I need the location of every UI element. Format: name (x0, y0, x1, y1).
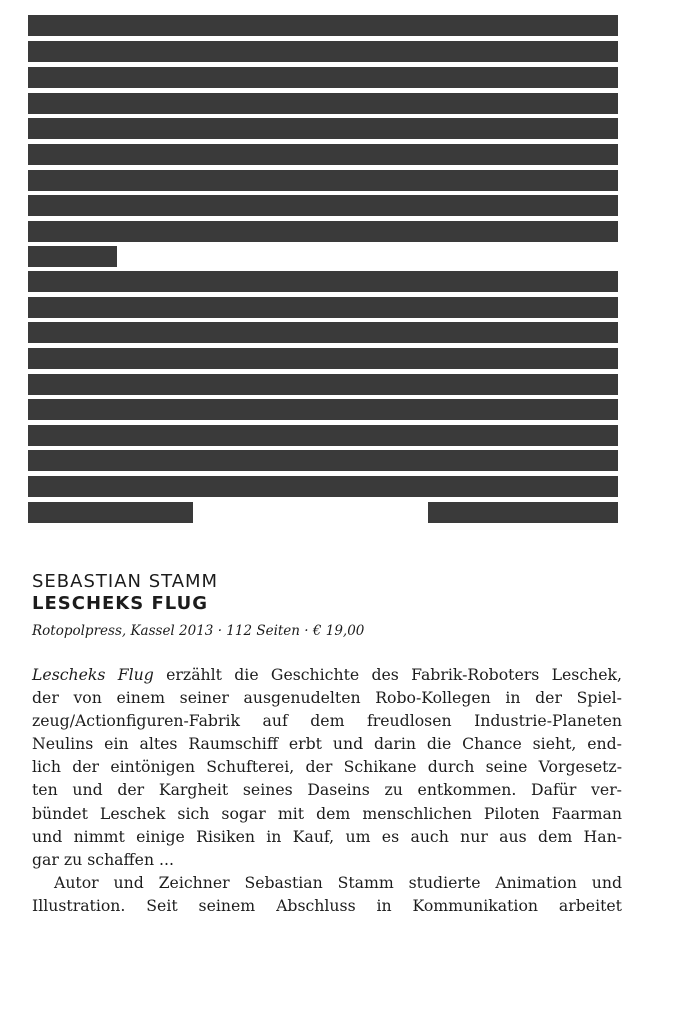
redaction-bar (28, 297, 618, 318)
text-line: Illustration. Seit seinem Abschluss in Kommunikation arbeitet (32, 895, 622, 915)
redaction-bar (28, 476, 618, 497)
text-fragment: erzählt die Geschichte des Fabrik-Roboters Leschek, (153, 665, 622, 684)
redaction-bar (28, 144, 618, 165)
text-line: und nimmt einige Risiken in Kauf, um es auch nur aus dem Han- (32, 826, 622, 846)
review-body (32, 663, 622, 917)
redaction-bar (28, 246, 117, 267)
publication-info: Rotopolpress, Kassel 2013 · 112 Seiten · € 19,00 (32, 623, 365, 639)
text-line: der von einem seiner ausgenudelten Robo-Kollegen in der Spiel- (32, 688, 622, 708)
redaction-bar (28, 195, 618, 216)
redaction-bar (28, 425, 618, 446)
redaction-bar (28, 348, 618, 369)
redaction-bar (28, 93, 618, 114)
text-line: bündet Leschek sich sogar mit dem menschlichen Piloten Faarman (32, 803, 622, 823)
book-title: LESCHEKS FLUG (32, 593, 208, 614)
author-name: SEBASTIAN STAMM (32, 571, 219, 592)
review-paragraph (32, 663, 622, 871)
text-line: zeug/Actionfiguren-Fabrik auf dem freudlosen Industrie-Planeten (32, 711, 622, 731)
text-line: Neulins ein altes Raumschiff erbt und darin die Chance sieht, end- (32, 734, 622, 754)
redaction-bar (28, 15, 618, 36)
redaction-bar (428, 502, 618, 523)
redaction-bar (28, 118, 618, 139)
redaction-bar (28, 221, 618, 242)
book-title-inline: Lescheks Flug (32, 665, 154, 684)
text-line: ten und der Kargheit seines Daseins zu entkommen. Dafür ver- (32, 780, 622, 800)
text-line: Autor und Zeichner Sebastian Stamm studierte Animation und (54, 872, 622, 892)
review-paragraph (32, 871, 622, 917)
redaction-bar (28, 322, 618, 343)
redaction-bar (28, 41, 618, 62)
redaction-bar (28, 399, 618, 420)
redaction-bar (28, 502, 193, 523)
redaction-bar (28, 170, 618, 191)
redaction-bar (28, 271, 618, 292)
redaction-bar (28, 67, 618, 88)
text-line: lich der eintönigen Schufterei, der Schikane durch seine Vorgesetz- (32, 757, 622, 777)
text-line (32, 663, 622, 686)
book-review-entry (32, 571, 622, 917)
text-line: gar zu schaffen ... (32, 849, 175, 869)
redaction-bar (28, 450, 618, 471)
redaction-bar (28, 374, 618, 395)
